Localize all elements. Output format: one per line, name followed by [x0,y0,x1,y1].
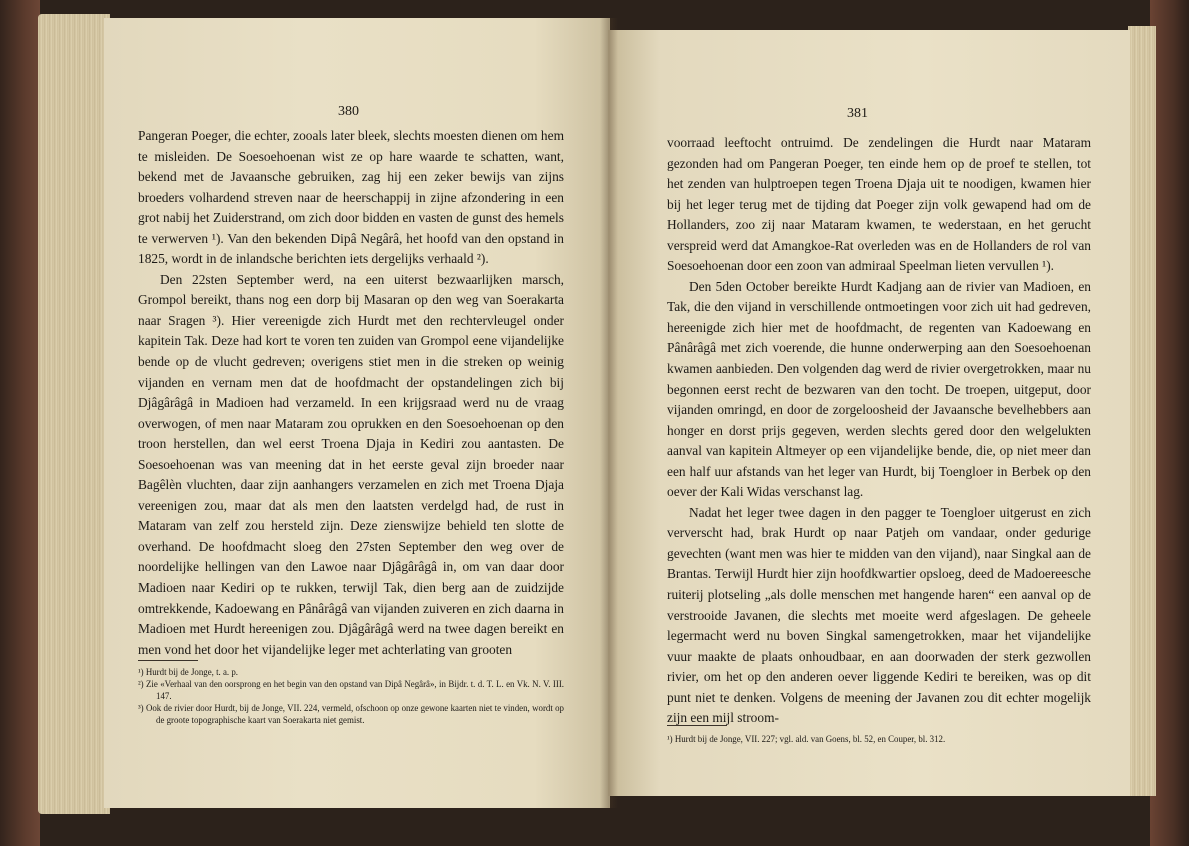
footnotes [667,733,1091,745]
paragraph: Pangeran Poeger, die echter, zooals later bleek, slechts moesten dienen om hem te misleiden. De Soesoehoenan wist ze op hare waarde te schatten, want, bekend met de Javaansche gebruiken, zag hij een zeker bewijs van zijns broeders volhardend streven naar de heerschappij in zijne afzondering in een grot nabij het Zuiderstrand, om zich door bidden en vasten de gunst des hemels te verwerven ¹). Van den bekenden Dipâ Negârâ, het hoofd van den opstand in 1825, wordt in de inlandsche berichten iets dergelijks verhaald ²). [138,128,564,267]
footnotes [138,666,564,726]
footnote: ¹) Hurdt bij de Jonge, t. a. p. [138,667,239,677]
footnote: ¹) Hurdt bij de Jonge, VII. 227; vgl. ald. van Goens, bl. 52, en Couper, bl. 312. [667,734,946,744]
paragraph: Den 22sten September werd, na een uiterst bezwaarlijken marsch, Grompol bereikt, thans nog een dorp bij Masaran op den weg van Soerakarta naar Sragen ³). Hier vereenigde zich Hurdt met den rechtervleugel onder kapitein Tak. Deze had kort te voren ten zuiden van Grompol eene vijandelijke bende op de vlucht gedreven; overigens stiet men in die streken op weinig vijanden en vernam men dat de hoofdmacht der opstandelingen zich bij Djâgârâgâ in Madioen had verzameld. In een krijgsraad werd nu de vraag overwogen, of men naar Mataram zou oprukken en den Soesoehoenan op den troon herstellen, dan wel eerst Troena Djaja in Kediri zou aantasten. De Soesoehoenan was van meening dat in het eerste geval zijn broeder naar Bagêlèn vluchten, daar zijn aanhangers verzamelen en zich met Troena Djaja vereenigen zou, maar dat als men den laatsten verdelgd had, de rust in Mataram van zelf zou hersteld zijn. Deze zienswijze behield ten slotte de overhand. De hoofdmacht sloeg den 27sten September den weg over de noordelijke hellingen van den Lawoe naar Djâgârâgâ in, om van daar door Madioen naar Kediri op te rukken, terwijl Tak, dien berg aan de zuidzijde omtrekkende, Kadoewang en Pânârâgâ van vijanden zuiveren en zich daarna in Madioen met Hurdt hereenigen zou. Djâgârâgâ werd na twee dagen bereikt en men vond het door het vijandelijke leger met achterlating van grooten [138,271,564,657]
footnote-divider [138,660,198,661]
book-gutter [600,18,618,808]
left-page [104,18,610,808]
body-text [667,133,1091,729]
footnote: ²) Zie «Verhaal van den oorsprong en het begin van den opstand van Dipâ Negârâ», in Bijdr. t. d. T. L. en Vk. N. V. III. 147. [138,679,564,702]
paragraph: Nadat het leger twee dagen in den pagger te Toengloer uitgerust en zich ververscht had, brak Hurdt op naar Patjeh om vandaar, onder gedurige gevechten (want men was hier te midden van den vijand), naar Singkal aan de Brantas. Terwijl Hurdt hier zijn hoofdkwartier opsloeg, deed de Madoereesche ruiterij plotseling „als dolle menschen met hangende haren“ een aanval op de verstrooide Javanen, die slechts met moeite werd afgeslagen. De geheele legermacht werd nu boven Singkal samengetrokken, maar het vijandelijke vuur maakte de plaats onhoudbaar, en aan doorwaden der sterk gezwollen rivier, om het op den anderen oever liggende Kediri te bereiken, was op dit punt niet te denken. Volgens de meening der Javanen zou dit echter mogelijk zijn een mijl stroom- [667,504,1091,726]
page-edges-left [38,14,110,814]
body-text [138,126,564,660]
right-page [608,30,1130,796]
footnote: ³) Ook de rivier door Hurdt, bij de Jonge, VII. 224, vermeld, ofschoon op onze gewone kaarten niet te vinden, wordt op de groote topographische kaart van Soerakarta niet gemist. [138,703,564,726]
page-number: 381 [847,106,868,121]
page-edges-right [1128,26,1156,796]
book-cover-left [0,0,40,846]
paragraph: Den 5den October bereikte Hurdt Kadjang aan de rivier van Madioen, en Tak, die den vijand in verschillende ontmoetingen voor zich uit had gedreven, hereenigde zich hier met de hoofdmacht, de regenten van Kadoewang en Pânârâgâ met zich voerende, die hunne onderwerping aan den Soesoehoenan kwamen aanbieden. Den volgenden dag werd de rivier overgetrokken, maar nu begonnen eerst recht de bezwaren van den tocht. De troepen, uitgeput, door vijanden omringd, en door de zorgeloosheid der Javaansche bevelhebbers aan honger en dorst prijs gegeven, werden slechts gered door den welgelukten aanval van kapitein Altmeyer op een vijandelijke bende, die, op niet meer dan een half uur afstands van het leger van Hurdt, bij Toengloer in Berbek op den oever der Kali Widas verschanst lag. [667,278,1091,500]
page-number: 380 [338,104,359,119]
paragraph: voorraad leeftocht ontruimd. De zendelingen die Hurdt naar Mataram gezonden had om Pangeran Poeger, ten einde hem op de proef te stellen, tot het zenden van hulptroepen tegen Troena Djaja uit te noodigen, kwamen hier bij het leger terug met de tijding dat Poeger zijn volk gewapend had om de Hollanders, zoo zij naar Mataram kwamen, te wederstaan, en het gerucht verspreid werd dat Amangkoe-Rat overleden was en de Hollanders de rol van Soesoehoenan door een zoon van admiraal Speelman lieten vervullen ¹). [667,135,1091,274]
footnote-divider [667,725,727,726]
